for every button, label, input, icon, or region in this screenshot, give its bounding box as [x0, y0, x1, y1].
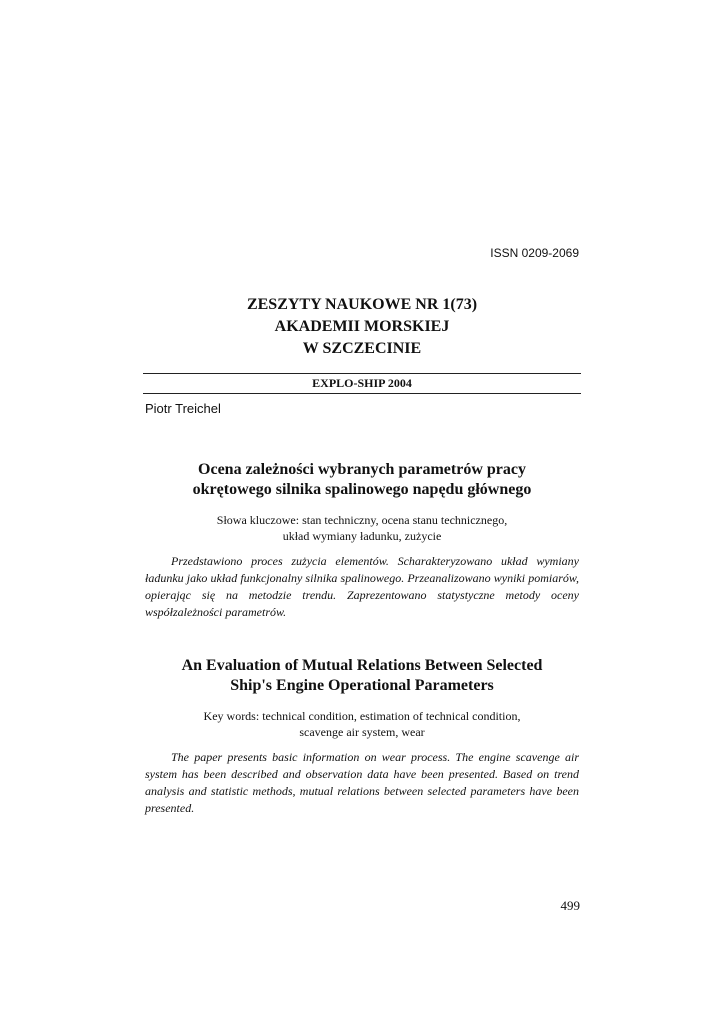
- polish-abstract: Przedstawiono proces zużycia elementów. Scharakteryzowano układ wymiany ładunku jako układ funkcjonalny silnika spalinowego. Przeanalizowano wyniki pomiarów, opierając się na metodzie trendu. Zaprezentowano statystyczne metody oceny współzależności parametrów.: [145, 554, 579, 619]
- polish-title-line-2: okrętowego silnika spalinowego napędu głównego: [192, 481, 532, 498]
- english-title-line-1: An Evaluation of Mutual Relations Between Selected: [181, 657, 543, 674]
- journal-title-line-1: ZESZYTY NAUKOWE NR 1(73): [246, 296, 478, 313]
- author-name: Piotr Treichel: [145, 401, 221, 416]
- header-rule-top: [143, 373, 581, 374]
- journal-title-line-3: W SZCZECINIE: [302, 340, 422, 357]
- english-title: [143, 656, 581, 696]
- issn-label: ISSN 0209-2069: [490, 246, 579, 260]
- journal-title-line-2: AKADEMII MORSKIEJ: [274, 318, 450, 335]
- english-abstract: The paper presents basic information on wear process. The engine scavenge air system has been described and observation data have been presented. Based on trend analysis and statistic methods, mutual relations between selected parameters have been presented.: [145, 750, 579, 815]
- polish-title-line-1: Ocena zależności wybranych parametrów pracy: [198, 461, 526, 478]
- english-keywords-line-1: Key words: technical condition, estimation of technical condition,: [203, 709, 521, 723]
- header-rule-bottom: [143, 393, 581, 394]
- english-keywords-line-2: scavenge air system, wear: [299, 725, 425, 739]
- polish-title: [143, 460, 581, 500]
- polish-keywords: [143, 512, 581, 544]
- english-title-line-2: Ship's Engine Operational Parameters: [230, 677, 494, 694]
- polish-keywords-line-2: układ wymiany ładunku, zużycie: [282, 529, 442, 543]
- page-number: 499: [560, 898, 580, 913]
- polish-keywords-line-1: Słowa kluczowe: stan techniczny, ocena stanu technicznego,: [216, 513, 508, 527]
- series-label: EXPLO-SHIP 2004: [312, 376, 412, 390]
- english-keywords: [143, 708, 581, 740]
- journal-title: [143, 294, 581, 360]
